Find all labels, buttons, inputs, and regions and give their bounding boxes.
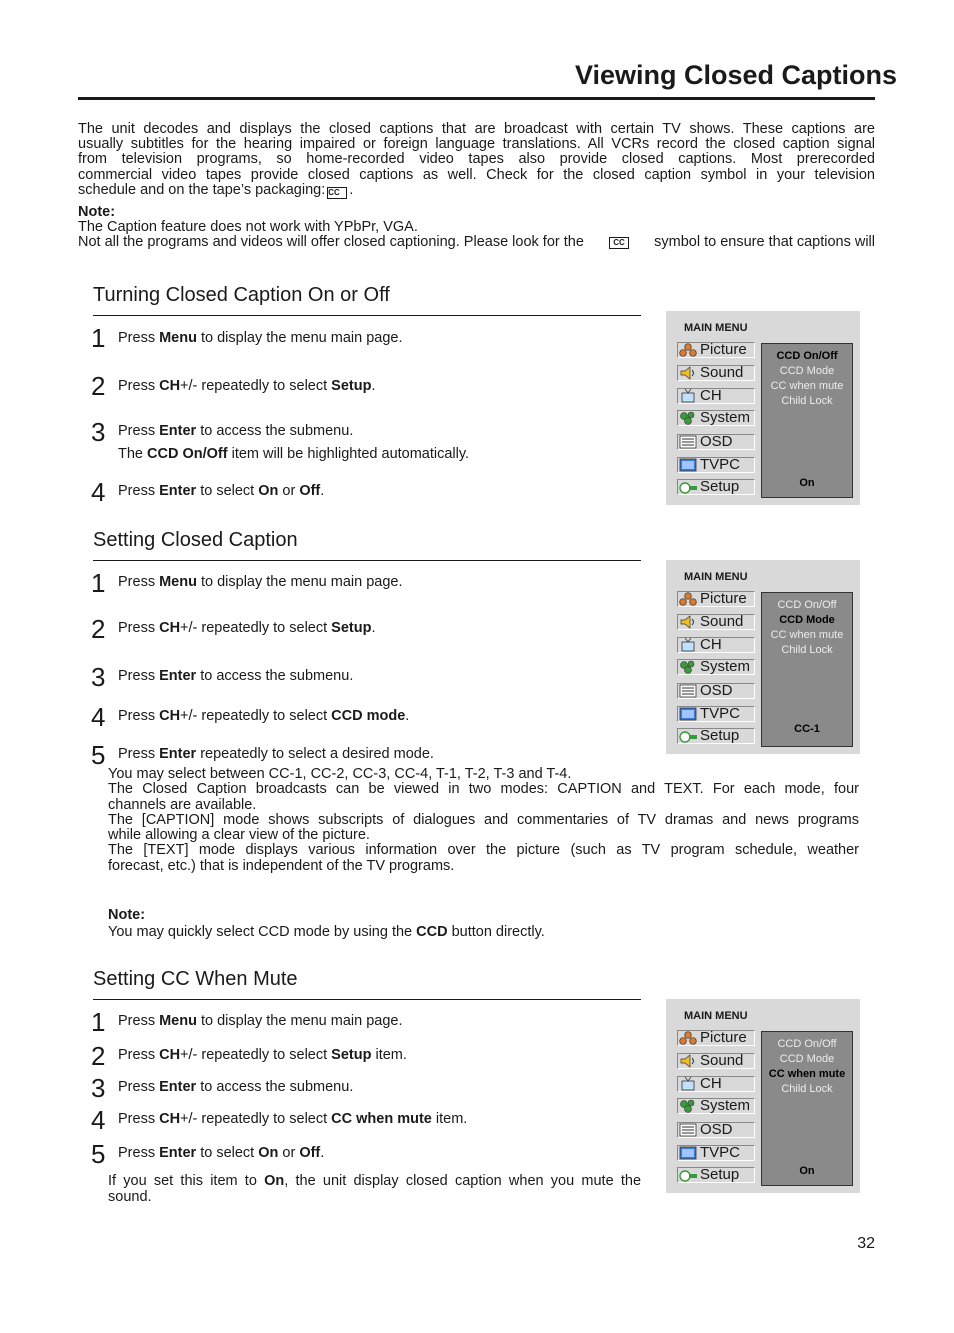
- submenu-item[interactable]: CCD Mode: [779, 365, 835, 377]
- step-keyword: CCD mode: [331, 708, 406, 724]
- step-keyword: CH: [159, 708, 181, 724]
- step-keyword: CC when mute: [331, 1111, 432, 1127]
- step-keyword: Enter: [159, 668, 197, 684]
- step-text-part: Press: [118, 330, 160, 346]
- step-text-part: to display the menu main page.: [196, 1013, 403, 1029]
- step-text-part: sound.: [108, 1189, 152, 1205]
- note-line: The Caption feature does not work with YPbPr, VGA.: [78, 219, 418, 235]
- intro-line-text: schedule and on the tape’s packaging:: [78, 181, 326, 198]
- detail-line: channels are available.: [108, 796, 257, 813]
- ch-icon: [678, 1077, 698, 1091]
- submenu-item[interactable]: CCD Mode: [779, 1053, 835, 1065]
- step-instruction: [118, 378, 375, 395]
- picture-icon: [678, 1031, 698, 1045]
- setup-submenu: [761, 343, 853, 498]
- step-keyword: Menu: [159, 574, 197, 590]
- menu-item-osd[interactable]: [677, 434, 755, 450]
- section-rule: [93, 560, 641, 561]
- step-keyword: CCD On/Off: [147, 446, 228, 462]
- step-instruction: [118, 668, 353, 685]
- step-keyword: Menu: [159, 330, 197, 346]
- page-title: Viewing Closed Captions: [574, 60, 897, 90]
- menu-item-label: Sound: [700, 613, 744, 630]
- step-keyword: Enter: [159, 1145, 197, 1161]
- menu-item-system[interactable]: [677, 410, 755, 426]
- step-subnote: [118, 446, 469, 463]
- osd-icon: [678, 1123, 698, 1137]
- menu-item-label: Picture: [700, 590, 747, 607]
- menu-item-label: Setup: [700, 478, 740, 495]
- step-keyword: Enter: [159, 746, 197, 762]
- detail-line: forecast, etc.) that is independent of the TV programs.: [108, 857, 455, 874]
- menu-item-label: TVPC: [700, 1144, 741, 1161]
- step-text-part: Press: [118, 668, 160, 684]
- submenu-item[interactable]: CC when mute: [770, 380, 844, 392]
- osd-icon: [678, 684, 698, 698]
- step-text-part: to access the submenu.: [196, 1079, 354, 1095]
- setup-icon: [678, 1168, 698, 1182]
- system-icon: [678, 1099, 698, 1113]
- note-text: button directly.: [447, 924, 545, 940]
- step-instruction: [118, 620, 375, 637]
- detail-line: The Closed Caption broadcasts can be viewed in two modes: CAPTION and TEXT. For each mode, four: [108, 781, 859, 798]
- step-number: 5: [91, 740, 106, 770]
- menu-item-setup[interactable]: [677, 1167, 755, 1183]
- step-instruction: [118, 1079, 353, 1096]
- menu-item-osd[interactable]: [677, 1122, 755, 1138]
- submenu-item[interactable]: Child Lock: [781, 395, 833, 407]
- step-text-part: to display the menu main page.: [196, 330, 403, 346]
- step-instruction: [118, 330, 403, 347]
- menu-item-label: CH: [700, 1075, 722, 1092]
- system-icon: [678, 660, 698, 674]
- submenu-value: CC-1: [794, 723, 820, 735]
- step-text-part: or: [278, 483, 300, 499]
- step-text-part: to access the submenu.: [196, 423, 354, 439]
- menu-item-label: Setup: [700, 1166, 740, 1183]
- step-number: 2: [91, 614, 106, 644]
- step-text-part: Press: [118, 1145, 160, 1161]
- menu-item-system[interactable]: [677, 1098, 755, 1114]
- menu-item-label: Sound: [700, 1052, 744, 1069]
- submenu-item[interactable]: CCD On/Off: [777, 599, 837, 611]
- system-icon: [678, 411, 698, 425]
- step-text-part: repeatedly to select a desired mode.: [196, 746, 434, 762]
- step-text-part: .: [371, 378, 376, 394]
- detail-line: while allowing a clear view of the picture.: [108, 827, 370, 844]
- step-text-part: Press: [118, 483, 160, 499]
- step-text-part: Press: [118, 1047, 160, 1063]
- step-text-part: Press: [118, 574, 160, 590]
- step-text-part: The: [118, 446, 148, 462]
- step-keyword: CH: [159, 620, 181, 636]
- cc-symbol-icon: CC: [327, 187, 347, 199]
- step-keyword: CH: [159, 1111, 181, 1127]
- main-menu-screen: [666, 311, 860, 505]
- submenu-value: On: [799, 1165, 815, 1177]
- menu-item-sound[interactable]: [677, 1053, 755, 1069]
- step-text-part: item will be highlighted automatically.: [227, 446, 470, 462]
- step-keyword: CH: [159, 378, 181, 394]
- osd-icon: [678, 435, 698, 449]
- step-instruction: [118, 708, 409, 725]
- step-text-part: Press: [118, 1013, 160, 1029]
- step-number: 1: [91, 323, 106, 353]
- step-text-part: to access the submenu.: [196, 668, 354, 684]
- section-title: Turning Closed Caption On or Off: [93, 284, 390, 306]
- note-heading: Note:: [78, 204, 116, 220]
- step-text-part: Press: [118, 1079, 160, 1095]
- menu-item-ch[interactable]: [677, 637, 755, 653]
- menu-item-setup[interactable]: [677, 479, 755, 495]
- sound-icon: [678, 615, 698, 629]
- step-text-part: item.: [431, 1111, 468, 1127]
- menu-item-label: OSD: [700, 682, 733, 699]
- menu-item-label: System: [700, 658, 751, 675]
- step-instruction: [118, 1145, 324, 1162]
- step-text-part: .: [405, 708, 410, 724]
- section-title: Setting Closed Caption: [93, 529, 298, 551]
- intro-paragraph: [78, 122, 875, 199]
- sound-icon: [678, 1054, 698, 1068]
- submenu-value: On: [799, 477, 815, 489]
- title-rule: [78, 97, 875, 100]
- step-instruction: [118, 1111, 467, 1128]
- intro-line: from television programs, so home-recorded video tapes also provide closed captions. Most prerecorded: [78, 151, 875, 168]
- page-number: 32: [857, 1235, 875, 1252]
- menu-item-label: CH: [700, 636, 722, 653]
- step-text-part: If you set this item to: [108, 1173, 265, 1189]
- menu-item-label: System: [700, 1097, 751, 1114]
- step-number: 2: [91, 1041, 106, 1071]
- intro-line: commercial video tapes provide closed captions as well. Check for the closed caption symbol in your television: [78, 166, 875, 183]
- step-text-part: +/- repeatedly to select: [180, 1047, 332, 1063]
- intro-line: usually subtitles for the hearing impaired or foreign language translations. All VCRs record the closed caption signal: [78, 136, 875, 153]
- step-number: 4: [91, 702, 106, 732]
- step-text-part: Press: [118, 423, 160, 439]
- submenu-item[interactable]: CCD On/Off: [777, 1038, 837, 1050]
- ch-icon: [678, 389, 698, 403]
- note-line: [108, 925, 545, 940]
- menu-item-label: Picture: [700, 341, 747, 358]
- submenu-item[interactable]: CC when mute: [768, 1068, 846, 1080]
- step-text-part: +/- repeatedly to select: [180, 620, 332, 636]
- menu-item-picture[interactable]: [677, 342, 755, 358]
- submenu-item[interactable]: CCD On/Off: [776, 350, 838, 362]
- step-keyword: Setup: [331, 378, 372, 394]
- main-menu-screen: [666, 999, 860, 1193]
- menu-item-setup[interactable]: [677, 728, 755, 744]
- step-text-part: Press: [118, 620, 160, 636]
- tvpc-icon: [678, 707, 698, 721]
- menu-item-picture[interactable]: [677, 1030, 755, 1046]
- section-rule: [93, 315, 641, 316]
- intro-line-last: schedule and on the tape’s packaging: CC .: [78, 181, 354, 198]
- picture-icon: [678, 592, 698, 606]
- step-instruction: [118, 483, 324, 500]
- menu-item-tvpc[interactable]: [677, 706, 755, 722]
- step-keyword: Off: [299, 483, 321, 499]
- note-line-before: Not all the programs and videos will offer closed captioning. Please look for the: [78, 234, 584, 250]
- note-text: You may quickly select CCD mode by using the: [108, 924, 417, 940]
- step-text-part: Press: [118, 708, 160, 724]
- step-number: 1: [91, 568, 106, 598]
- main-menu-screen: [666, 560, 860, 754]
- menu-item-label: TVPC: [700, 705, 741, 722]
- step-text-part: , the unit display closed caption when you mute the: [284, 1173, 642, 1189]
- step-text-part: +/- repeatedly to select: [180, 1111, 332, 1127]
- step-keyword: Enter: [159, 423, 197, 439]
- step-instruction: [118, 1013, 403, 1030]
- detail-line: You may select between CC-1, CC-2, CC-3, CC-4, T-1, T-2, T-3 and T-4.: [108, 766, 572, 782]
- ch-icon: [678, 638, 698, 652]
- step-keyword: On: [264, 1173, 285, 1189]
- step-number: 3: [91, 417, 106, 447]
- explanation-line: [108, 1189, 152, 1206]
- submenu-item[interactable]: CCD Mode: [779, 614, 835, 626]
- step-text-part: Press: [118, 1111, 160, 1127]
- cc-symbol-icon: CC: [609, 237, 629, 249]
- picture-icon: [678, 343, 698, 357]
- section-rule: [93, 999, 641, 1000]
- step-keyword: Setup: [331, 1047, 372, 1063]
- step-text-part: or: [278, 1145, 300, 1161]
- menu-item-label: OSD: [700, 1121, 733, 1138]
- step-text-part: to display the menu main page.: [196, 574, 403, 590]
- menu-item-label: OSD: [700, 433, 733, 450]
- intro-line: The unit decodes and displays the closed captions that are broadcast with certain TV shows. These captions are: [78, 121, 875, 137]
- menu-item-tvpc[interactable]: [677, 457, 755, 473]
- step-number: 3: [91, 662, 106, 692]
- menu-item-ch[interactable]: [677, 388, 755, 404]
- note-line: [78, 235, 875, 250]
- step-instruction: [118, 746, 434, 763]
- step-number: 1: [91, 1007, 106, 1037]
- submenu-item[interactable]: Child Lock: [781, 644, 833, 656]
- main-menu-label: MAIN MENU: [684, 571, 748, 583]
- menu-item-label: Picture: [700, 1029, 747, 1046]
- step-keyword: On: [258, 483, 279, 499]
- step-number: 3: [91, 1073, 106, 1103]
- step-text-part: Press: [118, 746, 160, 762]
- step-number: 5: [91, 1139, 106, 1169]
- tvpc-icon: [678, 458, 698, 472]
- step-keyword: On: [258, 1145, 279, 1161]
- step-text-part: +/- repeatedly to select: [180, 708, 332, 724]
- step-text-part: Press: [118, 378, 160, 394]
- step-keyword: Setup: [331, 620, 372, 636]
- step-text-part: .: [371, 620, 376, 636]
- step-keyword: Off: [299, 1145, 321, 1161]
- section-title: Setting CC When Mute: [93, 968, 298, 990]
- menu-item-ch[interactable]: [677, 1076, 755, 1092]
- menu-item-label: Setup: [700, 727, 740, 744]
- note-bold: CCD: [416, 924, 448, 940]
- setup-submenu: [761, 1031, 853, 1186]
- setup-submenu: [761, 592, 853, 747]
- setup-icon: [678, 480, 698, 494]
- main-menu-label: MAIN MENU: [684, 1010, 748, 1022]
- explanation-line: [108, 1173, 641, 1190]
- step-keyword: Menu: [159, 1013, 197, 1029]
- step-text-part: .: [320, 1145, 325, 1161]
- step-text-part: to select: [196, 483, 259, 499]
- step-instruction: [118, 1047, 407, 1064]
- menu-item-label: CH: [700, 387, 722, 404]
- step-number: 4: [91, 1105, 106, 1135]
- menu-item-osd[interactable]: [677, 683, 755, 699]
- menu-item-label: Sound: [700, 364, 744, 381]
- step-text-part: item.: [371, 1047, 407, 1063]
- detail-line: The [CAPTION] mode shows subscripts of dialogues and commentaries of TV dramas and news programs: [108, 811, 859, 828]
- sound-icon: [678, 366, 698, 380]
- submenu-item[interactable]: CC when mute: [770, 629, 844, 641]
- step-instruction: [118, 574, 403, 591]
- note-line-after: symbol to ensure that captions will: [654, 234, 875, 250]
- step-text-part: +/- repeatedly to select: [180, 378, 332, 394]
- menu-item-label: TVPC: [700, 456, 741, 473]
- mode-details: [108, 767, 859, 874]
- setup-icon: [678, 729, 698, 743]
- menu-item-sound[interactable]: [677, 365, 755, 381]
- step-keyword: CH: [159, 1047, 181, 1063]
- menu-item-label: System: [700, 409, 751, 426]
- submenu-item[interactable]: Child Lock: [781, 1083, 833, 1095]
- step-number: 2: [91, 371, 106, 401]
- step-instruction: [118, 423, 353, 440]
- tvpc-icon: [678, 1146, 698, 1160]
- step-keyword: Enter: [159, 483, 197, 499]
- menu-item-picture[interactable]: [677, 591, 755, 607]
- step-text-part: .: [320, 483, 325, 499]
- step-keyword: Enter: [159, 1079, 197, 1095]
- detail-line: The [TEXT] mode displays various information over the picture (such as TV program schedule, weather: [108, 842, 859, 859]
- menu-item-tvpc[interactable]: [677, 1145, 755, 1161]
- main-menu-label: MAIN MENU: [684, 322, 748, 334]
- step-number: 4: [91, 477, 106, 507]
- menu-item-system[interactable]: [677, 659, 755, 675]
- menu-item-sound[interactable]: [677, 614, 755, 630]
- step-text-part: to select: [196, 1145, 259, 1161]
- note-heading: Note:: [108, 907, 146, 923]
